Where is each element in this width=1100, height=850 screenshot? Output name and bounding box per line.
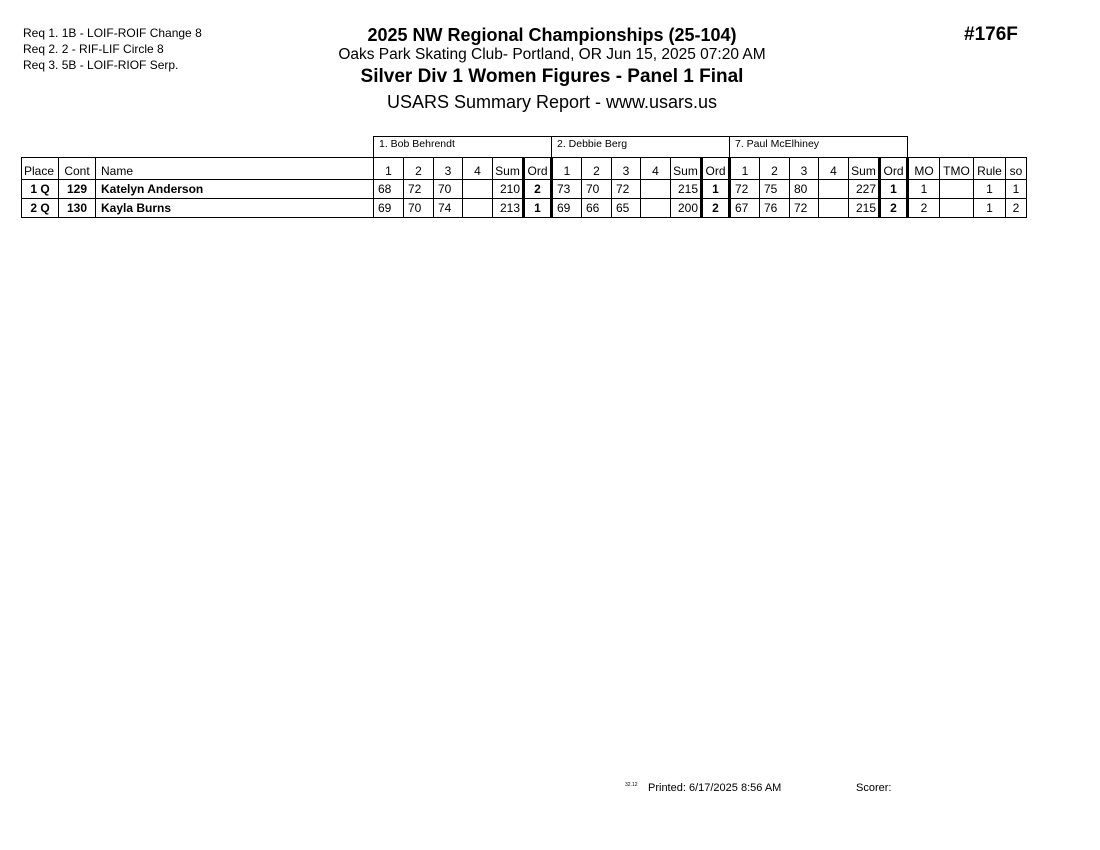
row-j2-s3: 72 [612, 180, 641, 199]
col-place: Place [22, 158, 59, 180]
col-j2-s1: 1 [552, 158, 582, 180]
row-j2-sum: 200 [671, 199, 702, 218]
column-header-row [22, 158, 1027, 180]
row-j3-ord: 1 [880, 180, 908, 199]
col-j3-s3: 3 [790, 158, 819, 180]
row-j1-sum: 213 [493, 199, 524, 218]
row-j3-s1: 72 [730, 180, 760, 199]
row-j1-ord: 2 [524, 180, 552, 199]
venue-line: Oaks Park Skating Club- Portland, OR Jun 15, 2025 07:20 AM [338, 46, 766, 63]
col-j1-s3: 3 [434, 158, 463, 180]
row-j2-s1: 73 [552, 180, 582, 199]
col-so: so [1006, 158, 1027, 180]
row-j1-s2: 72 [404, 180, 434, 199]
col-j3-s1: 1 [730, 158, 760, 180]
scorer-label: Scorer: [856, 782, 892, 794]
row-j2-s2: 70 [582, 180, 612, 199]
row-j3-ord: 2 [880, 199, 908, 218]
row-so: 2 [1006, 199, 1027, 218]
col-j2-s3: 3 [612, 158, 641, 180]
requirement-1: Req 1. 1B - LOIF-ROIF Change 8 [23, 26, 202, 40]
row-rule: 1 [974, 180, 1006, 199]
requirement-3: Req 3. 5B - LOIF-RIOF Serp. [23, 58, 179, 72]
version-mark: 32.12 [625, 782, 638, 788]
col-j1-ord: Ord [524, 158, 552, 180]
col-j1-sum: Sum [493, 158, 524, 180]
judges-row [22, 137, 1027, 158]
col-j1-s2: 2 [404, 158, 434, 180]
row-j1-s1: 69 [374, 199, 404, 218]
row-j1-sum: 210 [493, 180, 524, 199]
row-j3-s1: 67 [730, 199, 760, 218]
row-j3-s4 [819, 180, 849, 199]
row-tmo [940, 180, 974, 199]
col-j3-s4: 4 [819, 158, 849, 180]
row-j3-s4 [819, 199, 849, 218]
col-j1-s4: 4 [463, 158, 493, 180]
col-rule: Rule [974, 158, 1006, 180]
report-subtitle: USARS Summary Report - www.usars.us [386, 92, 718, 112]
row-j2-ord: 2 [702, 199, 730, 218]
row-place: 2 Q [22, 199, 59, 218]
event-number: #176F [964, 24, 1018, 45]
col-cont: Cont [59, 158, 96, 180]
col-j2-s2: 2 [582, 158, 612, 180]
row-j1-s4 [463, 199, 493, 218]
row-j1-s3: 74 [434, 199, 463, 218]
row-j1-s3: 70 [434, 180, 463, 199]
col-j3-s2: 2 [760, 158, 790, 180]
table-row [22, 199, 1027, 218]
row-j2-ord: 1 [702, 180, 730, 199]
row-j2-sum: 215 [671, 180, 702, 199]
col-j2-s4: 4 [641, 158, 671, 180]
row-j2-s1: 69 [552, 199, 582, 218]
row-cont: 129 [59, 180, 96, 199]
championship-title: 2025 NW Regional Championships (25-104) [367, 25, 737, 45]
judge-3-header: 7. Paul McElhiney [730, 137, 908, 158]
row-j3-s3: 80 [790, 180, 819, 199]
row-tmo [940, 199, 974, 218]
row-place: 1 Q [22, 180, 59, 199]
requirements-list [23, 25, 202, 73]
row-j1-s2: 70 [404, 199, 434, 218]
row-so: 1 [1006, 180, 1027, 199]
row-mo: 2 [908, 199, 940, 218]
col-j2-sum: Sum [671, 158, 702, 180]
row-j1-s1: 68 [374, 180, 404, 199]
row-j3-s3: 72 [790, 199, 819, 218]
row-j3-s2: 76 [760, 199, 790, 218]
row-j3-sum: 227 [849, 180, 880, 199]
row-mo: 1 [908, 180, 940, 199]
col-j1-s1: 1 [374, 158, 404, 180]
col-j3-sum: Sum [849, 158, 880, 180]
row-j1-s4 [463, 180, 493, 199]
row-j2-s4 [641, 180, 671, 199]
judge-1-header: 1. Bob Behrendt [374, 137, 552, 158]
row-skater-name: Kayla Burns [96, 199, 374, 218]
report-header [300, 24, 804, 114]
col-j3-ord: Ord [880, 158, 908, 180]
col-name: Name [96, 158, 374, 180]
row-j2-s3: 65 [612, 199, 641, 218]
row-j2-s4 [641, 199, 671, 218]
table-row [22, 180, 1027, 199]
printed-timestamp: Printed: 6/17/2025 8:56 AM [648, 782, 782, 794]
results-table [21, 136, 1027, 218]
row-j3-sum: 215 [849, 199, 880, 218]
row-j3-s2: 75 [760, 180, 790, 199]
requirement-2: Req 2. 2 - RIF-LIF Circle 8 [23, 42, 164, 56]
row-j2-s2: 66 [582, 199, 612, 218]
event-title: Silver Div 1 Women Figures - Panel 1 Final [360, 66, 744, 87]
col-tmo: TMO [940, 158, 974, 180]
col-mo: MO [908, 158, 940, 180]
row-j1-ord: 1 [524, 199, 552, 218]
row-cont: 130 [59, 199, 96, 218]
row-rule: 1 [974, 199, 1006, 218]
row-skater-name: Katelyn Anderson [96, 180, 374, 199]
judge-2-header: 2. Debbie Berg [552, 137, 730, 158]
col-j2-ord: Ord [702, 158, 730, 180]
